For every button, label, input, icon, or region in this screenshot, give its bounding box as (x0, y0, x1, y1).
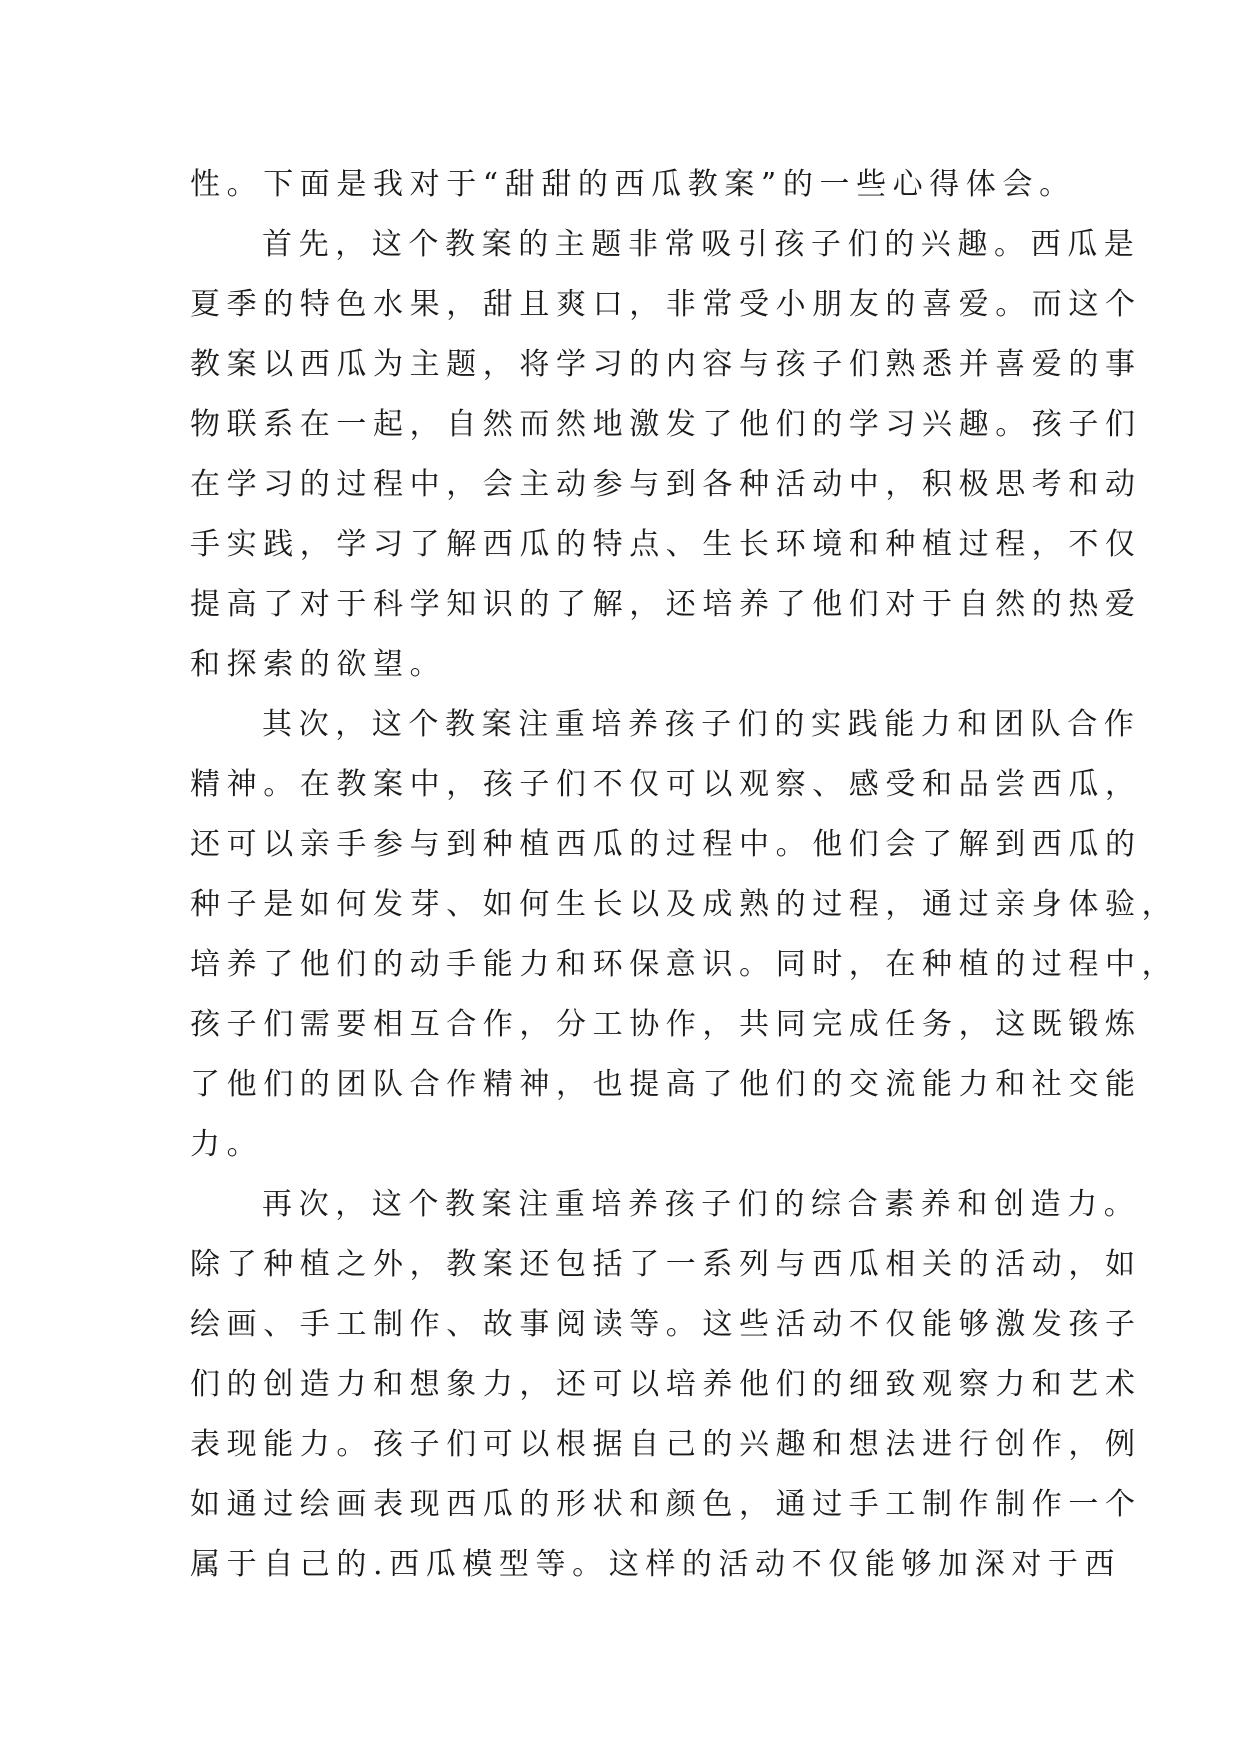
text-line-20: 绘画、手工制作、故事阅读等。这些活动不仅能够激发孩子 (190, 1307, 1142, 1342)
text-line-21: 们的创造力和想象力，还可以培养他们的细致观察力和艺术 (190, 1367, 1142, 1402)
text-line-24: 属于自己的.西瓜模型等。这样的活动不仅能够加深对于西 (190, 1547, 1122, 1582)
text-line-3: 夏季的特色水果，甜且爽口，非常受小朋友的喜爱。而这个 (190, 287, 1142, 322)
text-line-18: 再次，这个教案注重培养孩子们的综合素养和创造力。 (262, 1187, 1141, 1222)
text-line-12: 还可以亲手参与到种植西瓜的过程中。他们会了解到西瓜的 (190, 827, 1142, 862)
text-line-7: 手实践，学习了解西瓜的特点、生长环境和种植过程，不仅 (190, 527, 1142, 562)
text-line-10: 其次，这个教案注重培养孩子们的实践能力和团队合作 (262, 707, 1141, 742)
text-line-2: 首先，这个教案的主题非常吸引孩子们的兴趣。西瓜是 (262, 227, 1141, 262)
body-text (190, 155, 1179, 1595)
text-line-16: 了他们的团队合作精神，也提高了他们的交流能力和社交能 (190, 1067, 1142, 1102)
text-line-9: 和探索的欲望。 (190, 647, 447, 682)
text-line-8: 提高了对于科学知识的了解，还培养了他们对于自然的热爱 (190, 587, 1142, 622)
text-line-5: 物联系在一起，自然而然地激发了他们的学习兴趣。孩子们 (190, 407, 1142, 442)
text-line-4: 教案以西瓜为主题，将学习的内容与孩子们熟悉并喜爱的事 (190, 347, 1142, 382)
text-line-11: 精神。在教案中，孩子们不仅可以观察、感受和品尝西瓜， (190, 767, 1142, 802)
text-line-23: 如通过绘画表现西瓜的形状和颜色，通过手工制作制作一个 (190, 1487, 1142, 1522)
text-line-19: 除了种植之外，教案还包括了一系列与西瓜相关的活动，如 (190, 1247, 1142, 1282)
text-line-6: 在学习的过程中，会主动参与到各种活动中，积极思考和动 (190, 467, 1142, 502)
text-line-22: 表现能力。孩子们可以根据自己的兴趣和想法进行创作，例 (190, 1427, 1142, 1462)
text-line-17: 力。 (190, 1127, 264, 1162)
text-line-15: 孩子们需要相互合作，分工协作，共同完成任务，这既锻炼 (190, 1007, 1142, 1042)
text-line-1: 性。下面是我对于“甜甜的西瓜教案”的一些心得体会。 (190, 167, 1076, 202)
text-line-14: 培养了他们的动手能力和环保意识。同时，在种植的过程中， (190, 947, 1179, 982)
text-line-13: 种子是如何发芽、如何生长以及成熟的过程，通过亲身体验， (190, 887, 1179, 922)
